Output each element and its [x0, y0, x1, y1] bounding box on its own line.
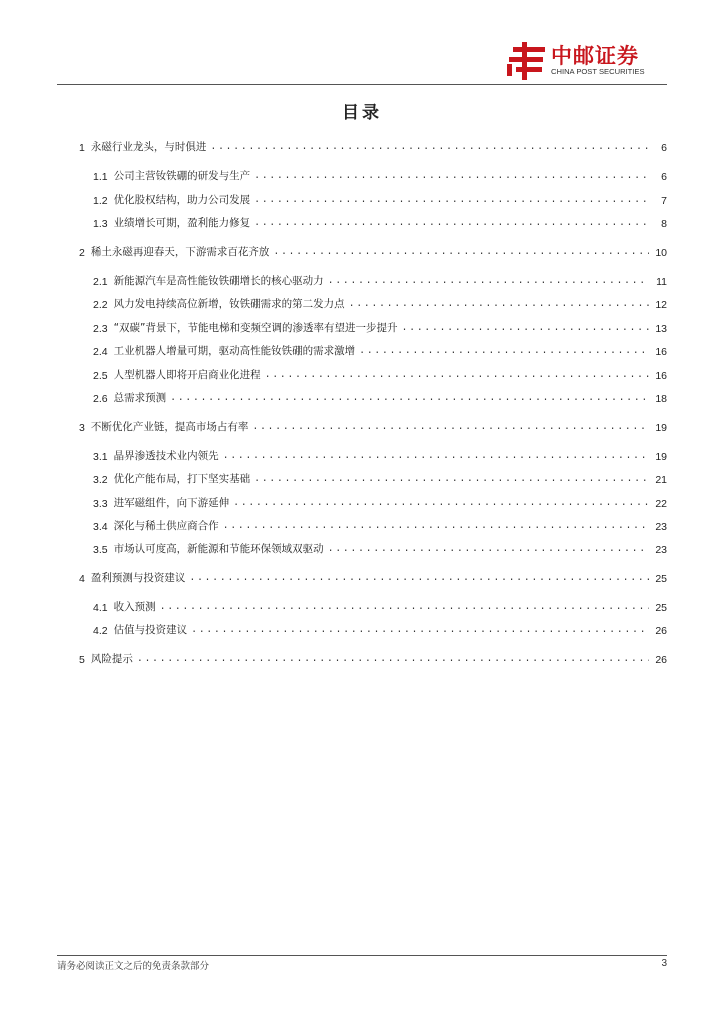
toc-entry[interactable] — [93, 389, 667, 405]
toc-leader-dots — [191, 625, 649, 637]
toc-entry[interactable] — [93, 447, 667, 463]
toc-entry-label: 晶界渗透技术业内领先 — [113, 450, 219, 462]
toc-leader-dots — [254, 171, 649, 183]
toc-entry[interactable] — [93, 319, 667, 335]
toc-entry-number: 1.2 — [93, 195, 108, 207]
toc-entry-number: 3 — [79, 422, 85, 434]
toc-entry-number: 4.1 — [93, 602, 108, 614]
toc-leader-dots — [328, 276, 649, 288]
china-post-logo-icon — [507, 42, 547, 80]
toc-entry-page: 25 — [655, 573, 667, 585]
toc-entry-label: 估值与投资建议 — [113, 624, 188, 636]
toc-leader-dots — [349, 299, 649, 311]
toc-entry-number: 3.4 — [93, 521, 108, 533]
toc-entry-page: 13 — [655, 323, 667, 335]
toc-entry-label: 优化产能布局，打下坚实基础 — [113, 473, 251, 485]
toc-leader-dots — [210, 142, 649, 154]
toc-entry-page: 23 — [655, 521, 667, 533]
toc-entry-label: 风险提示 — [90, 653, 133, 665]
footer-divider — [57, 955, 667, 956]
toc-entry[interactable] — [93, 214, 667, 230]
toc-entry-label: 新能源汽车是高性能钕铁硼增长的核心驱动力 — [113, 275, 324, 287]
toc-entry-label: 优化股权结构，助力公司发展 — [113, 194, 251, 206]
toc-leader-dots — [254, 474, 649, 486]
toc-entry[interactable] — [79, 569, 667, 585]
toc-entry[interactable] — [93, 621, 667, 637]
toc-entry-label: 总需求预测 — [113, 392, 167, 404]
logo-text-cn: 中邮证券 — [551, 44, 639, 68]
toc-leader-dots — [265, 370, 649, 382]
toc-entry[interactable] — [93, 272, 667, 288]
toc-entry-page: 6 — [661, 171, 667, 183]
toc-entry-page: 26 — [655, 654, 667, 666]
toc-entry-number: 2 — [79, 247, 85, 259]
toc-entry-page: 12 — [655, 299, 667, 311]
toc-entry-number: 1.1 — [93, 171, 108, 183]
toc-entry-label: 进军磁组件，向下游延伸 — [113, 497, 230, 509]
header-divider — [57, 84, 667, 85]
toc-entry-page: 16 — [655, 370, 667, 382]
toc-entry-page: 11 — [656, 276, 667, 288]
toc-entry-number: 2.6 — [93, 393, 108, 405]
toc-leader-dots — [359, 346, 649, 358]
toc-entry-number: 3.2 — [93, 474, 108, 486]
toc-entry-label: 风力发电持续高位新增，钕铁硼需求的第二发力点 — [113, 298, 345, 310]
toc-entry-number: 2.5 — [93, 370, 108, 382]
toc-leader-dots — [189, 573, 649, 585]
toc-entry-number: 3.1 — [93, 451, 108, 463]
toc-entry[interactable] — [93, 366, 667, 382]
toc-leader-dots — [402, 323, 650, 335]
toc-leader-dots — [252, 422, 649, 434]
toc-entry-number: 2.3 — [93, 323, 108, 335]
toc-entry[interactable] — [93, 295, 667, 311]
toc-leader-dots — [273, 247, 649, 259]
toc-entry[interactable] — [93, 167, 667, 183]
toc-entry-label: 工业机器人增量可期，驱动高性能钕铁硼的需求激增 — [113, 345, 356, 357]
toc-entry-page: 23 — [655, 544, 667, 556]
toc-entry-number: 2.4 — [93, 346, 108, 358]
toc-entry-number: 5 — [79, 654, 85, 666]
toc-entry[interactable] — [79, 138, 667, 154]
toc-entry[interactable] — [79, 243, 667, 259]
toc-entry-number: 3.3 — [93, 498, 108, 510]
page-header — [0, 0, 724, 90]
toc-entry-label: 业绩增长可期，盈利能力修复 — [113, 217, 251, 229]
toc-entry-page: 25 — [655, 602, 667, 614]
toc-entry[interactable] — [79, 650, 667, 666]
toc-entry[interactable] — [93, 540, 667, 556]
toc-entry-label: 盈利预测与投资建议 — [90, 572, 186, 584]
toc-entry[interactable] — [93, 342, 667, 358]
toc-entry-page: 6 — [661, 142, 667, 154]
toc-entry-number: 1.3 — [93, 218, 108, 230]
toc-entry-page: 10 — [655, 247, 667, 259]
toc-leader-dots — [223, 521, 649, 533]
logo-text-en: CHINA POST SECURITIES — [551, 67, 645, 76]
toc-entry-number: 2.2 — [93, 299, 108, 311]
company-logo — [507, 40, 667, 82]
toc-entry-label: 稀土永磁再迎春天，下游需求百花齐放 — [90, 246, 270, 258]
toc-leader-dots — [137, 654, 649, 666]
toc-entry-label: 永磁行业龙头，与时俱进 — [90, 141, 207, 153]
toc-entry-page: 18 — [655, 393, 667, 405]
toc-entry-label: 深化与稀土供应商合作 — [113, 520, 219, 532]
toc-leader-dots — [170, 393, 649, 405]
toc-entry-label: “双碳”背景下，节能电梯和变频空调的渗透率有望进一步提升 — [113, 322, 398, 334]
toc-entry[interactable] — [93, 494, 667, 510]
toc-entry-page: 7 — [661, 195, 667, 207]
toc-entry[interactable] — [93, 598, 667, 614]
toc-entry-label: 人型机器人即将开启商业化进程 — [113, 369, 261, 381]
toc-entry-number: 1 — [79, 142, 85, 154]
toc-entry-page: 21 — [655, 474, 667, 486]
toc-entry[interactable] — [93, 470, 667, 486]
toc-leader-dots — [328, 544, 649, 556]
toc-entry[interactable] — [93, 517, 667, 533]
toc-entry-number: 2.1 — [93, 276, 108, 288]
toc-entry-page: 22 — [655, 498, 667, 510]
footer-disclaimer: 请务必阅读正文之后的免责条款部分 — [57, 961, 210, 972]
page-number: 3 — [661, 958, 667, 969]
toc-entry[interactable] — [79, 418, 667, 434]
toc-entry-page: 19 — [655, 451, 667, 463]
toc-entry-label: 不断优化产业链，提高市场占有率 — [90, 421, 249, 433]
toc-leader-dots — [160, 602, 649, 614]
toc-entry-page: 16 — [655, 346, 667, 358]
toc-leader-dots — [223, 451, 649, 463]
toc-entry-label: 公司主营钕铁硼的研发与生产 — [113, 170, 251, 182]
toc-entry-number: 4 — [79, 573, 85, 585]
toc-entry-page: 8 — [661, 218, 667, 230]
toc-title: 目录 — [342, 103, 382, 123]
toc-entry-page: 19 — [655, 422, 667, 434]
toc-leader-dots — [254, 218, 649, 230]
toc-leader-dots — [233, 498, 649, 510]
toc-entry-page: 26 — [655, 625, 667, 637]
toc-entry-label: 收入预测 — [113, 601, 156, 613]
toc-entry-label: 市场认可度高，新能源和节能环保领域双驱动 — [113, 543, 324, 555]
toc-entry[interactable] — [93, 191, 667, 207]
toc-entry-number: 4.2 — [93, 625, 108, 637]
toc-leader-dots — [254, 195, 649, 207]
toc-entry-number: 3.5 — [93, 544, 108, 556]
